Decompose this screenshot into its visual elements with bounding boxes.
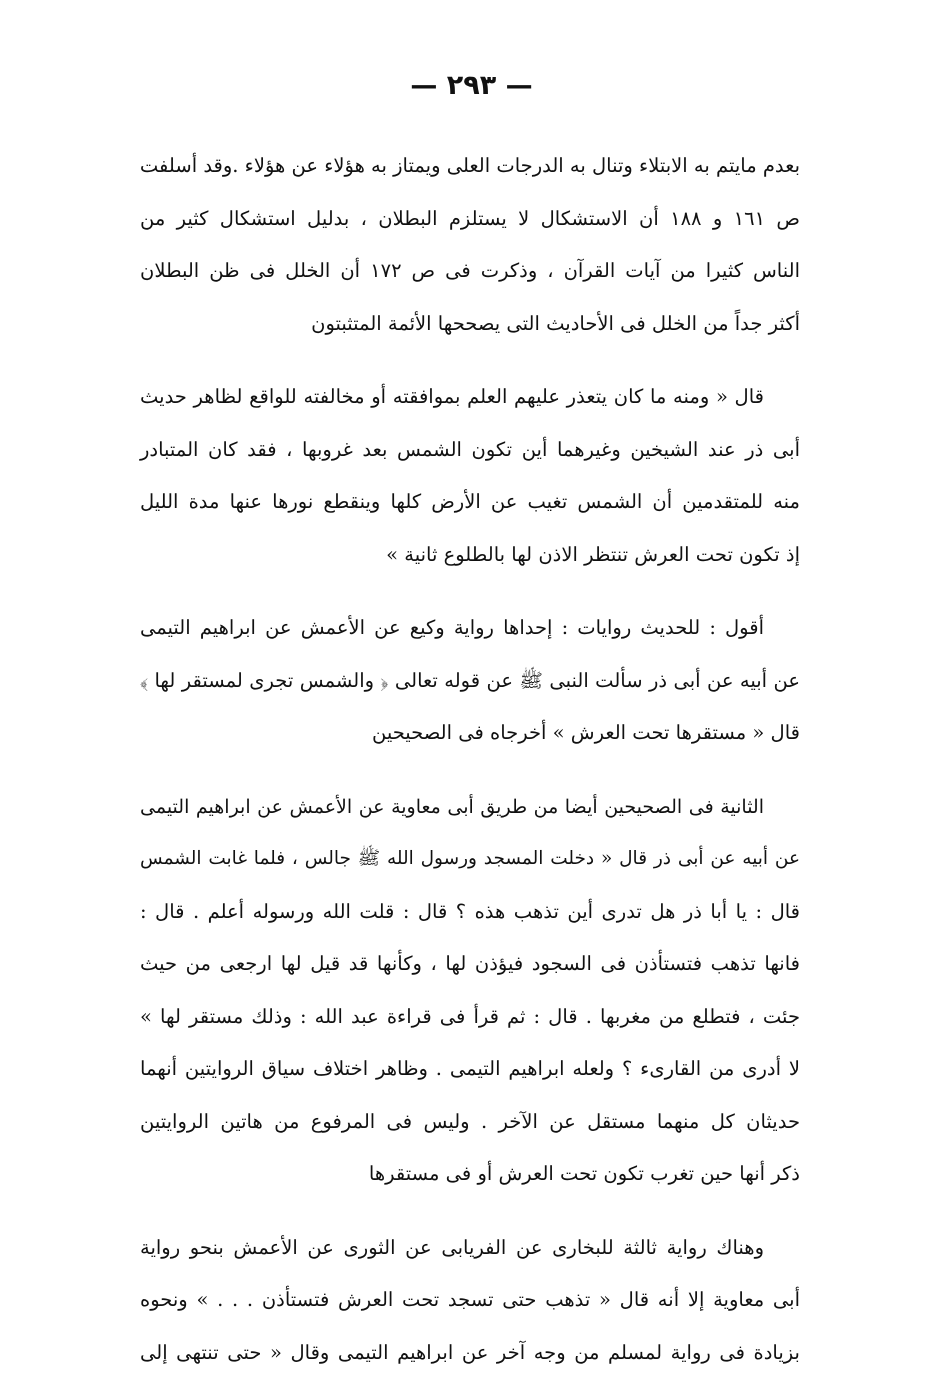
text-line: أكثر جداً من الخلل فى الأحاديث التى يصححها الأئمة المتثبتون <box>311 311 800 335</box>
text-line: أقول : للحديث روايات : إحداها رواية وكيع عن الأعمش عن ابراهيم التيمى <box>140 616 764 639</box>
paragraph <box>140 781 800 1201</box>
text-line: إذ تكون تحت العرش تنتظر الاذن لها بالطلوع ثانية » <box>386 542 800 566</box>
text-line: جئت ، فتطلع من مغربها . قال : ثم قرأ فى قراءة عبد الله : وذلك مستقر لها » <box>140 1004 800 1028</box>
text-line: منه للمتقدمين أن الشمس تغيب عن الأرض كلها وينقطع نورها عنها مدة الليل <box>140 490 800 513</box>
text-line: بعدم مايتم به الابتلاء وتنال به الدرجات العلى ويمتاز به هؤلاء عن هؤلاء .وقد أسلفت <box>139 154 800 177</box>
text-line: عن أبيه عن أبى ذر قال « دخلت المسجد ورسول الله ﷺ جالس ، فلما غابت الشمس <box>140 848 800 869</box>
text-line: بزيادة فى رواية لمسلم من وجه آخر عن ابراهيم التيمى وقال « حتى تنتهى إلى <box>140 1340 800 1364</box>
text-line: لا أدرى من القارىء ؟ ولعله ابراهيم التيمى . وظاهر اختلاف سياق الروايتين أنهما <box>140 1057 800 1080</box>
body-text <box>140 140 800 1400</box>
text-line: قال : يا أبا ذر هل تدرى أين تذهب هذه ؟ قال : قلت الله ورسوله أعلم . قال : <box>140 899 800 923</box>
text-line: الناس كثيرا من آيات القرآن ، وذكرت فى ص ١٧٢ أن الخلل فى ظن البطلان <box>140 259 800 282</box>
text-line: عن أبيه عن أبى ذر سألت النبى ﷺ عن قوله تعالى ﴿ والشمس تجرى لمستقر لها ﴾ <box>140 668 800 692</box>
text-line: الثانية فى الصحيحين أيضا من طريق أبى معاوية عن الأعمش عن ابراهيم التيمى <box>140 795 764 818</box>
text-line: حديثان كل منهما مستقل عن الآخر . وليس فى المرفوع من هاتين الروايتين <box>140 1109 800 1133</box>
paragraph <box>140 140 800 350</box>
text-line: فانها تذهب فتستأذن فى السجود فيؤذن لها ، وكأنها قد قيل لها ارجعى من حيث <box>140 952 800 975</box>
paragraph <box>140 371 800 581</box>
text-line: قال « مستقرها تحت العرش » أخرجاه فى الصحيحين <box>371 721 800 744</box>
text-line: أبى معاوية إلا أنه قال « تذهب حتى تسجد تحت العرش فتستأذن . . . » ونحوه <box>140 1288 800 1311</box>
page-number: — ٢٩٣ — <box>410 70 533 101</box>
paragraph <box>140 602 800 760</box>
paragraph <box>140 1222 800 1380</box>
text-line: قال « ومنه ما كان يتعذر عليهم العلم بموافقته أو مخالفته للواقع لظاهر حديث <box>140 385 764 408</box>
text-line: أبى ذر عند الشيخين وغيرهما أين تكون الشمس بعد غروبها ، فقد كان المتبادر <box>140 437 800 461</box>
text-line: ص ١٦١ و ١٨٨ أن الاستشكال لا يستلزم البطلان ، بدليل استشكال كثير من <box>140 206 800 230</box>
text-line: ذكر أنها حين تغرب تكون تحت العرش أو فى مستقرها <box>368 1162 800 1185</box>
text-line: وهناك رواية ثالثة للبخارى عن الفريابى عن الثورى عن الأعمش بنحو رواية <box>140 1235 764 1259</box>
